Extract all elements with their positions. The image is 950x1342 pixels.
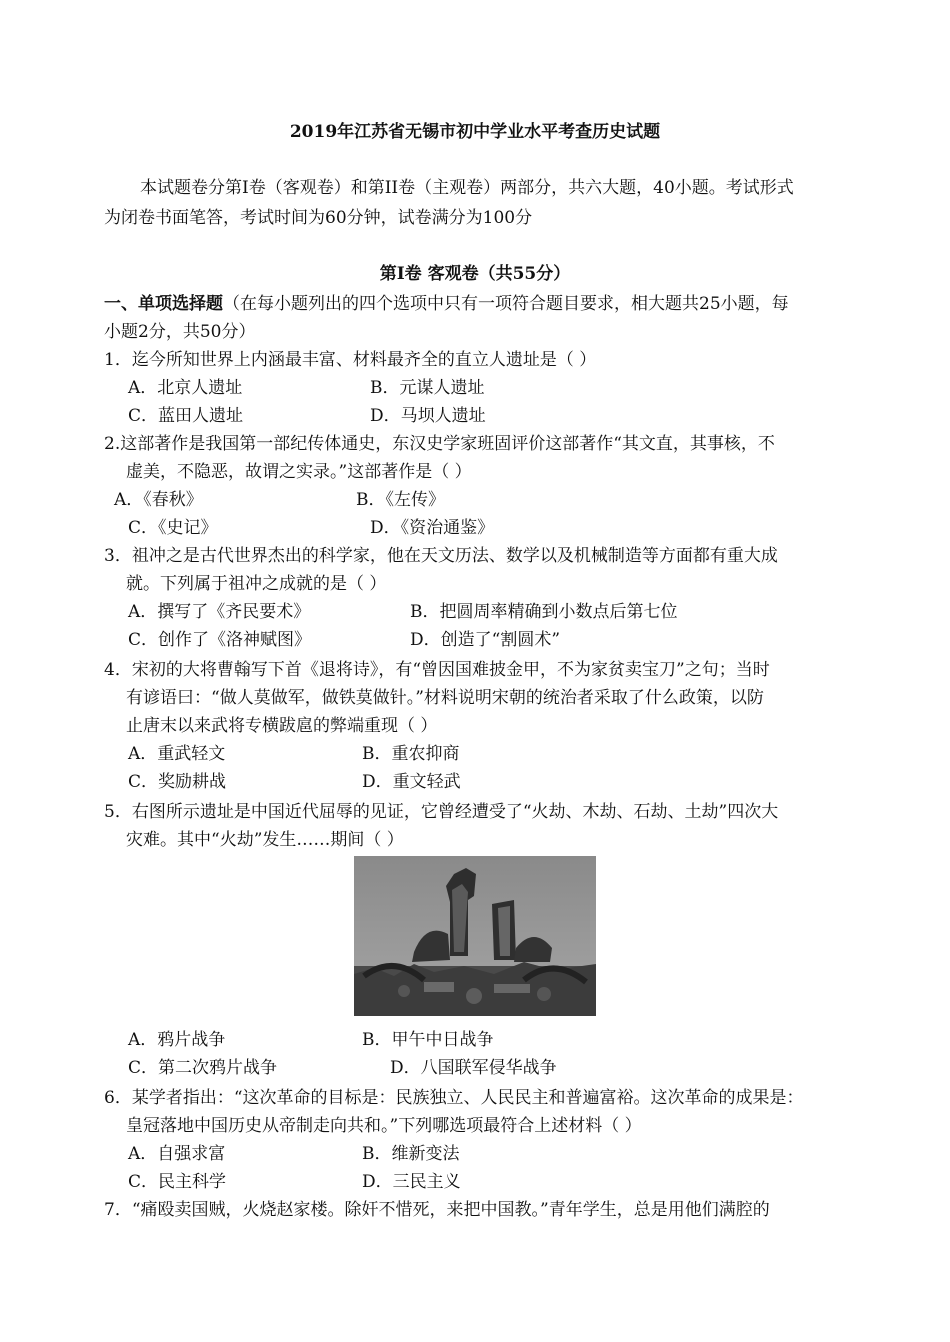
q3-option-d: D．创造了“割圆术” <box>410 630 561 650</box>
question-5-stem: 5．右图所示遗址是中国近代屈辱的见证，它曾经遭受了“火劫、木劫、石劫、土劫”四次大 <box>104 802 779 822</box>
q5-option-a: A．鸦片战争 <box>128 1030 226 1050</box>
question-5-stem-2: 灾难。其中“火劫”发生……期间（ ） <box>126 830 404 850</box>
q4-option-b: B．重农抑商 <box>362 744 460 764</box>
q1-option-d: D．马坝人遗址 <box>370 406 486 426</box>
q6-option-b: B．维新变法 <box>362 1144 460 1164</box>
question-3-stem: 3．祖冲之是古代世界杰出的科学家，他在天文历法、数学以及机械制造等方面都有重大成 <box>104 546 778 566</box>
question-4-stem-2: 有谚语曰：“做人莫做军，做铁莫做针。”材料说明宋朝的统治者采取了什么政策，以防 <box>126 688 764 708</box>
ruins-photo <box>354 856 596 1016</box>
question-1-stem: 1．迄今所知世界上内涵最丰富、材料最齐全的直立人遗址是（ ） <box>104 350 597 370</box>
q4-option-d: D．重文轻武 <box>362 772 461 792</box>
question-6-stem-2: 皇冠落地中国历史从帝制走向共和。”下列哪选项最符合上述材料（ ） <box>126 1116 642 1136</box>
q3-option-a: A．撰写了《齐民要术》 <box>128 602 311 622</box>
question-6-stem: 6．某学者指出：“这次革命的目标是：民族独立、人民民主和普遍富裕。这次革命的成果是： <box>104 1088 804 1108</box>
q3-option-b: B．把圆周率精确到小数点后第七位 <box>410 602 678 622</box>
intro-line-2: 为闭卷书面笔答，考试时间为60分钟，试卷满分为100分 <box>104 208 533 228</box>
q2-option-b: B．《左传》 <box>356 490 445 510</box>
section-heading: 第I卷 客观卷（共55分） <box>379 264 571 284</box>
question-4-stem: 4．宋初的大将曹翰写下首《退将诗》，有“曾因国难披金甲，不为家贫卖宝刀”之句；当时 <box>104 660 770 680</box>
question-7-stem: 7．“痛殴卖国贼，火烧赵家楼。除奸不惜死，来把中国教。”青年学生，总是用他们满腔的 <box>104 1200 770 1220</box>
question-2-stem-2: 虚美，不隐恶，故谓之实录。”这部著作是（ ） <box>126 462 472 482</box>
page-title: 2019年江苏省无锡市初中学业水平考查历史试题 <box>289 122 661 142</box>
question-4-stem-3: 止唐末以来武将专横跋扈的弊端重现（ ） <box>126 716 438 736</box>
q6-option-d: D．三民主义 <box>362 1172 461 1192</box>
q2-option-c: C．《史记》 <box>128 518 218 538</box>
q2-option-a: A．《春秋》 <box>114 490 203 510</box>
q1-option-c: C．蓝田人遗址 <box>128 406 244 426</box>
q1-option-a: A．北京人遗址 <box>128 378 243 398</box>
q4-option-c: C．奖励耕战 <box>128 772 227 792</box>
intro-line-1: 本试题卷分第I卷（客观卷）和第II卷（主观卷）两部分，共六大题，40小题。考试形式 <box>140 178 794 198</box>
q6-option-a: A．自强求富 <box>128 1144 226 1164</box>
part-note-2: 小题2分，共50分） <box>104 322 256 342</box>
part-instructions <box>104 292 789 316</box>
question-2-stem: 2.这部著作是我国第一部纪传体通史，东汉史学家班固评价这部著作“其文直，其事核，不 <box>104 434 775 454</box>
q5-option-d: D．八国联军侵华战争 <box>390 1058 557 1078</box>
q3-option-c: C．创作了《洛神赋图》 <box>128 630 312 650</box>
part-note: （在每小题列出的四个选项中只有一项符合题目要求，相大题共25小题，每 <box>223 294 789 314</box>
question-3-stem-2: 就。下列属于祖冲之成就的是（ ） <box>126 574 387 594</box>
q4-option-a: A．重武轻文 <box>128 744 226 764</box>
q6-option-c: C．民主科学 <box>128 1172 227 1192</box>
part-label: 一、单项选择题 <box>104 294 223 314</box>
q1-option-b: B．元谋人遗址 <box>370 378 485 398</box>
ruins-illustration <box>354 856 596 1016</box>
q5-option-b: B．甲午中日战争 <box>362 1030 494 1050</box>
q2-option-d: D．《资治通鉴》 <box>370 518 495 538</box>
q5-option-c: C．第二次鸦片战争 <box>128 1058 278 1078</box>
